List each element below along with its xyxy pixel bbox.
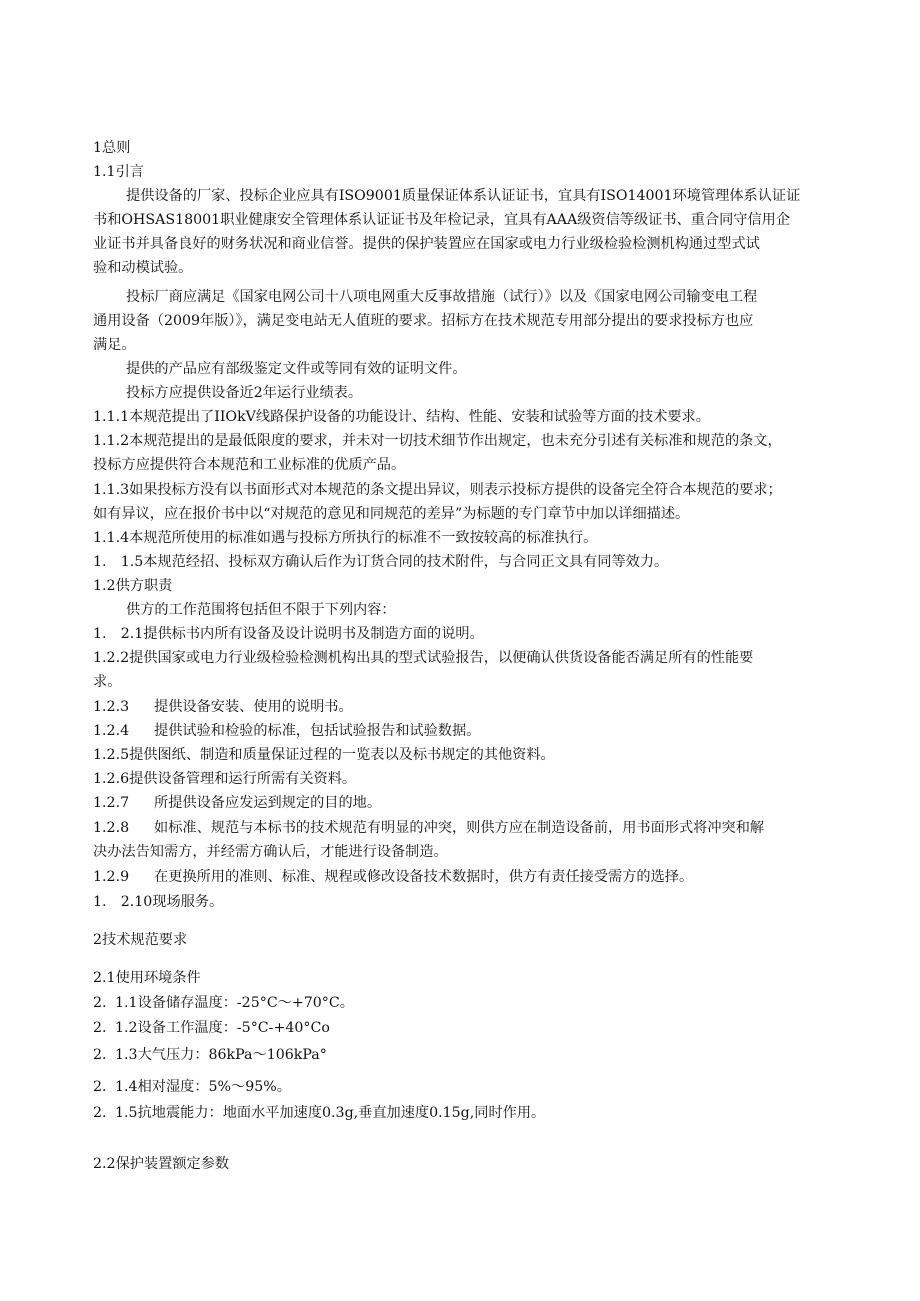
subsection-heading: 1.2供方职责 xyxy=(93,578,173,594)
clause-number: 1.2.7 xyxy=(93,795,130,811)
clause-text: 1.3大气压力：86kPa～106kPa° xyxy=(115,1047,327,1063)
clause-number: 2. xyxy=(93,1079,107,1095)
section-heading: 1总则 xyxy=(93,140,131,156)
clause-text: 所提供设备应发运到规定的目的地。 xyxy=(154,795,382,811)
clause-line: 1. 2.1提供标书内所有设备及设计说明书及制造方面的说明。 xyxy=(93,626,484,642)
paragraph-line: 投标厂商应满足《国家电网公司十八项电网重大反事故措施（试行）》以及《国家电网公司输变电工程 xyxy=(126,289,758,305)
clause-text: 提供设备安装、使用的说明书。 xyxy=(154,699,353,715)
subsection-heading: 1.1引言 xyxy=(93,164,144,180)
clause-line xyxy=(93,721,480,741)
clause-line xyxy=(93,1103,545,1123)
clause-line xyxy=(93,1077,291,1097)
clause-line xyxy=(93,1045,327,1065)
subsection-heading: 2.1使用环境条件 xyxy=(93,970,201,986)
clause-line: 决办法告知需方，并经需方确认后，才能进行设备制造。 xyxy=(93,844,448,860)
clause-text: 在更换所用的准则、标准、规程或修改设备技术数据时，供方有责任接受需方的选择。 xyxy=(154,869,694,885)
clause-line xyxy=(93,993,354,1013)
subsection-heading: 2.2保护装置额定参数 xyxy=(93,1156,230,1172)
clause-number: 1.2.4 xyxy=(93,723,130,739)
clause-line: 1.1.1本规范提出了IIOkV线路保护设备的功能设计、结构、性能、安装和试验等方面的技术要求。 xyxy=(93,409,710,425)
clause-text: 1.1设备储存温度：-25°C～+70°C。 xyxy=(115,995,354,1011)
clause-number: 2. xyxy=(93,1047,107,1063)
clause-line xyxy=(93,867,693,887)
clause-number: 2. xyxy=(93,1020,107,1036)
paragraph-line: 业证书并具备良好的财务状况和商业信誉。提供的保护装置应在国家或电力行业级检验检测机构通过型式试 xyxy=(93,236,760,252)
clause-line: 如有异议，应在报价书中以“对规范的意见和同规范的差异”为标题的专门章节中加以详细描述。 xyxy=(93,506,690,522)
clause-line xyxy=(93,818,764,838)
paragraph-line: 满足。 xyxy=(93,337,136,353)
clause-text: 提供试验和检验的标准，包括试验报告和试验数据。 xyxy=(154,723,481,739)
clause-text: 如标准、规范与本标书的技术规范有明显的冲突，则供方应在制造设备前，用书面形式将冲突和解 xyxy=(154,820,765,836)
clause-number: 2. xyxy=(93,1105,107,1121)
clause-line: 1.2.6提供设备管理和运行所需有关资料。 xyxy=(93,771,357,787)
paragraph-line: 通用设备（2009年版）》，满足变电站无人值班的要求。招标方在技术规范专用部分提出的要求投标方也应 xyxy=(93,313,754,329)
clause-text: 1.4相对湿度：5%～95%。 xyxy=(115,1079,291,1095)
clause-number: 1.2.3 xyxy=(93,699,130,715)
clause-line: 1. 1.5本规范经招、投标双方确认后作为订货合同的技术附件，与合同正文具有同等效力。 xyxy=(93,554,669,570)
paragraph-line: 提供的产品应有部级鉴定文件或等同有效的证明文件。 xyxy=(126,361,467,377)
clause-number: 1.2.8 xyxy=(93,820,130,836)
clause-line xyxy=(93,697,353,717)
clause-line: 1.2.2提供国家或电力行业级检验检测机构出具的型式试验报告，以便确认供货设备能否满足所有的性能要 xyxy=(93,650,754,666)
clause-text: 1.2设备工作温度：-5°C-+40°Co xyxy=(115,1020,330,1036)
paragraph-line: 供方的工作范围将包括但不限于下列内容： xyxy=(126,602,396,618)
clause-line: 投标方应提供符合本规范和工业标准的优质产品。 xyxy=(93,457,406,473)
paragraph-line: 提供设备的厂家、投标企业应具有ISO9001质量保证体系认证证书，宜具有ISO14001环境管理体系认证证 xyxy=(126,188,801,204)
clause-text: 1.5抗地震能力：地面水平加速度0.3g,垂直加速度0.15g,同时作用。 xyxy=(115,1105,546,1121)
paragraph-line: 验和动模试验。 xyxy=(93,260,193,276)
clause-line: 1.2.5提供图纸、制造和质量保证过程的一览表以及标书规定的其他资料。 xyxy=(93,747,555,763)
clause-line xyxy=(93,1018,330,1038)
clause-number: 2. xyxy=(93,995,107,1011)
clause-line: 1.1.4本规范所使用的标准如遇与投标方所执行的标准不一致按较高的标准执行。 xyxy=(93,530,598,546)
clause-line xyxy=(93,793,381,813)
clause-line: 1.1.2本规范提出的是最低限度的要求，并未对一切技术细节作出规定，也未充分引述有关标准和规范的条文， xyxy=(93,433,782,449)
paragraph-line: 投标方应提供设备近2年运行业绩表。 xyxy=(126,385,363,401)
clause-line: 1. 2.10现场服务。 xyxy=(93,894,224,910)
section-heading: 2技术规范要求 xyxy=(93,932,188,948)
clause-line: 1.1.3如果投标方没有以书面形式对本规范的条文提出异议，则表示投标方提供的设备完全符合本规范的要求； xyxy=(93,482,782,498)
paragraph-line: 书和OHSAS18001职业健康安全管理体系认证证书及年检记录，宜具有AAA级资信等级证书、重合同守信用企 xyxy=(93,212,791,228)
clause-line: 求。 xyxy=(93,674,122,690)
clause-number: 1.2.9 xyxy=(93,869,130,885)
